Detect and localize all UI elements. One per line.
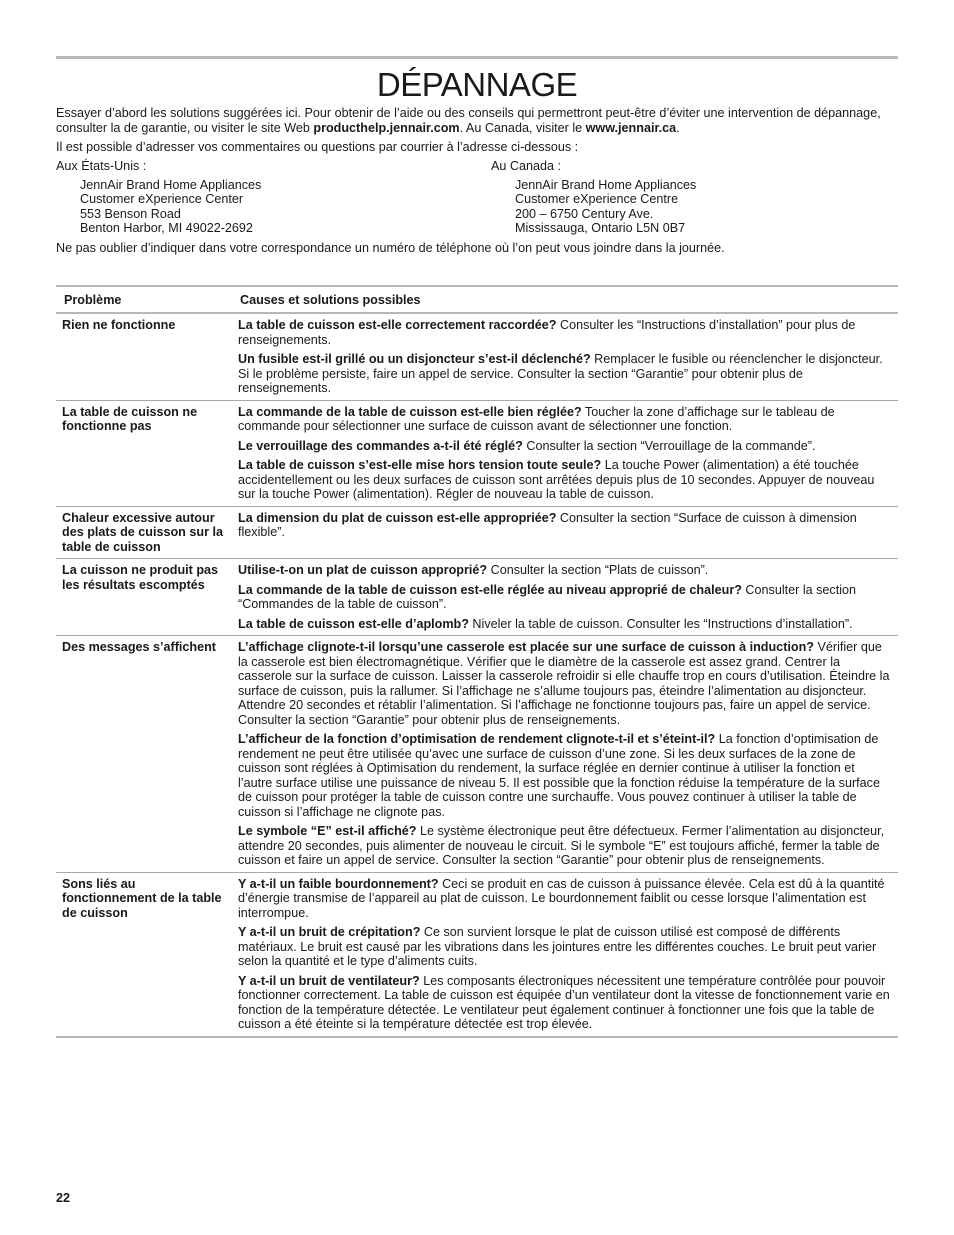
address-us-label: Aux États-Unis : (56, 159, 147, 173)
solution-entry (238, 974, 890, 1032)
solution-answer: La touche Power (alimentation) a été touchée accidentellement ou les deux surfaces de cuisson sont arrêtées depuis plus de 10 secondes. Appuyer de nouveau sur la touche Power (alimentation). Régler de nouveau la table de cuisson. (238, 458, 875, 501)
address-line: JennAir Brand Home Appliances (515, 177, 697, 192)
solution-question: La commande de la table de cuisson est-elle bien réglée? (238, 404, 582, 419)
solution-question: Y a-t-il un faible bourdonnement? (238, 876, 439, 891)
table-row (56, 314, 898, 401)
solution-answer: Les composants électroniques nécessitent une température contrôlée pour pouvoir fonctionner correctement. La table de cuisson est équipée d’un ventilateur dont la vitesse de fonctionnement varie en fonction de la température détectée. Le ventilateur peut également continuer à fonctionner une fois que la table de cuisson a été éteinte si la température détectée est trop élevée. (238, 973, 890, 1031)
solution-answer: Niveler la table de cuisson. Consulter les “Instructions d’installation”. (468, 616, 853, 631)
intro (56, 106, 898, 159)
solution-answer: Consulter les “Instructions d’installation” pour plus de renseignements. (238, 318, 856, 347)
footnote: Ne pas oublier d’indiquer dans votre correspondance un numéro de téléphone où l’on peut vous joindre dans la journée. (56, 241, 725, 255)
solutions-cell (232, 511, 898, 555)
solution-entry (238, 583, 890, 612)
problem-cell: Sons liés au fonctionnement de la table de cuisson (62, 876, 222, 920)
solutions-cell (232, 640, 898, 868)
problem-cell: Rien ne fonctionne (62, 318, 176, 332)
intro-text-c: . (676, 120, 680, 135)
header-solutions: Causes et solutions possibles (240, 292, 421, 307)
address-line: Customer eXperience Centre (515, 192, 679, 206)
solution-entry (238, 824, 890, 868)
solution-answer: Remplacer le fusible ou réenclencher le disjoncteur. Si le problème persiste, faire un appel de service. Consulter la section “Garantie” pour obtenir plus de renseignements. (238, 352, 883, 395)
solution-question: Un fusible est-il grillé ou un disjoncteur s’est-il déclenché? (238, 352, 591, 366)
solution-entry (238, 318, 890, 347)
solution-answer: Consulter la section “Commandes de la table de cuisson”. (238, 582, 857, 611)
solution-entry (238, 511, 890, 540)
solution-question: La table de cuisson est-elle d’aplomb? (238, 616, 469, 631)
solutions-cell (232, 318, 898, 396)
solution-answer: La fonction d’optimisation de rendement ne peut être utilisée qu’avec une surface de cuisson d’une zone. Si les deux surfaces de la zone de cuisson sont réglées à Optimisation du rendement, la surface réglée en dernier continue à utiliser la fonction et l’autre surface utilise une puissance de niveau 5. Il est possible que la fonction réduise la température de la surface de cuisson pour protéger la table de cuisson contre une surchauffe. Vous pouvez continuer à utiliser la table de cuisson si l’affichage ne clignote pas. (238, 732, 880, 819)
solution-question: Y a-t-il un bruit de ventilateur? (238, 973, 420, 988)
solution-question: L’affichage clignote-t-il lorsqu’une casserole est placée sur une surface de cuisson à induction? (238, 640, 814, 654)
intro-text-b: . Au Canada, visiter le (459, 120, 586, 135)
solution-answer: Vérifier que la casserole est bien électromagnétique. Vérifier que le diamètre de la casserole est assez grand. Centrer la casserole sur la surface de cuisson. Laisser la casserole refroidir si elle chauffe trop en cours d’utilisation. Éteindre la surface de cuisson, puis la rallumer. Si l’affichage ne s’allume toujours pas, éteindre l’alimentation au disjoncteur. Attendre 20 secondes et rétablir l’alimentation. Si l’affichage ne fonctionne toujours pas, faire un appel de service. Consulter la section “Garantie” pour obtenir plus de renseignements. (238, 640, 890, 727)
address-ca-lines (491, 178, 891, 236)
intro-paragraph-1 (56, 106, 898, 135)
solutions-cell (232, 405, 898, 502)
table-header (56, 285, 898, 314)
problem-cell: La cuisson ne produit pas les résultats escomptés (62, 563, 219, 592)
intro-paragraph-2: Il est possible d’adresser vos commentaires ou questions par courrier à l’adresse ci-dessous : (56, 139, 579, 154)
table-row (56, 636, 898, 873)
address-line: 200 – 6750 Century Ave. (515, 206, 654, 221)
solution-question: La table de cuisson est-elle correctement raccordée? (238, 318, 557, 332)
intro-text-a: Essayer d’abord les solutions suggérées ici. Pour obtenir de l’aide ou des conseils qui permettront peut-être d’éviter une intervention de dépannage, consulter la de garantie, ou visiter le site Web (56, 106, 881, 135)
table-row (56, 873, 898, 1038)
solutions-cell (232, 877, 898, 1032)
page-title: DÉPANNAGE (376, 66, 578, 103)
address-ca-label: Au Canada : (491, 159, 562, 173)
solution-entry (238, 405, 890, 434)
solution-question: La table de cuisson s’est-elle mise hors tension toute seule? (238, 458, 602, 472)
solution-entry (238, 877, 890, 921)
table-row (56, 559, 898, 636)
solution-answer: Le système électronique peut être défectueux. Fermer l’alimentation au disjoncteur, attendre 20 secondes, puis alimenter de nouveau le circuit. Si le symbole “E” est toujours affiché, fermer la table de cuisson et faire un appel de service. Consulter la section “Garantie” pour obtenir plus de renseignements. (238, 824, 885, 867)
address-us-lines (56, 178, 476, 236)
solution-question: L’afficheur de la fonction d’optimisation de rendement clignote-t-il et s’éteint-il? (238, 732, 716, 746)
table-row (56, 507, 898, 560)
troubleshooting-table (56, 285, 898, 1038)
address-line: JennAir Brand Home Appliances (80, 177, 262, 192)
solution-entry (238, 563, 890, 578)
solutions-cell (232, 563, 898, 631)
link-producthelp[interactable]: producthelp.jennair.com (313, 120, 460, 135)
address-ca (491, 159, 891, 236)
address-line: Customer eXperience Center (80, 192, 244, 206)
address-us (56, 159, 476, 236)
address-line: 553 Benson Road (80, 206, 181, 221)
table-row (56, 401, 898, 507)
top-rule (56, 56, 898, 59)
solution-question: Le verrouillage des commandes a-t-il été réglé? (238, 438, 523, 453)
solution-entry (238, 617, 890, 632)
solution-entry (238, 732, 890, 819)
solution-answer: Toucher la zone d’affichage sur le tableau de commande pour sélectionner une surface de cuisson avant de sélectionner une fonction. (238, 404, 835, 433)
solution-question: Y a-t-il un bruit de crépitation? (238, 925, 421, 939)
link-jennair-ca[interactable]: www.jennair.ca (585, 120, 677, 135)
problem-cell: Des messages s’affichent (62, 640, 216, 654)
solution-answer: Consulter la section “Verrouillage de la commande”. (522, 438, 816, 453)
solution-question: La commande de la table de cuisson est-elle réglée au niveau approprié de chaleur? (238, 582, 742, 597)
problem-cell: Chaleur excessive autour des plats de cuisson sur la table de cuisson (62, 510, 223, 554)
page-number: 22 (56, 1191, 71, 1205)
solution-question: Utilise-t-on un plat de cuisson approprié? (238, 563, 488, 577)
solution-question: Le symbole “E” est-il affiché? (238, 824, 417, 838)
solution-answer: Consulter la section “Plats de cuisson”. (487, 563, 709, 577)
solution-answer: Consulter la section “Surface de cuisson à dimension flexible”. (238, 510, 857, 539)
solution-entry (238, 925, 890, 969)
solution-answer: Ce son survient lorsque le plat de cuisson utilisé est composé de différents matériaux. Le bruit est causé par les vibrations dans les jointures entre les différentes couches. Le bruit peut varier selon la quantité et le type d’aliments cuits. (238, 925, 877, 968)
address-line: Benton Harbor, MI 49022-2692 (80, 221, 253, 235)
solution-entry (238, 439, 890, 454)
solution-entry (238, 640, 890, 727)
problem-cell: La table de cuisson ne fonctionne pas (62, 404, 198, 433)
solution-answer: Ceci se produit en cas de cuisson à puissance élevée. Cela est dû à la quantité d’énergie transmise de l’appareil au plat de cuisson. Le bourdonnement faiblit ou cesse lorsque l’alimentation est interrompue. (238, 876, 885, 920)
solution-question: La dimension du plat de cuisson est-elle appropriée? (238, 510, 557, 525)
header-problem: Problème (64, 292, 122, 307)
solution-entry (238, 458, 890, 502)
solution-entry (238, 352, 890, 396)
address-line: Mississauga, Ontario L5N 0B7 (515, 221, 686, 235)
